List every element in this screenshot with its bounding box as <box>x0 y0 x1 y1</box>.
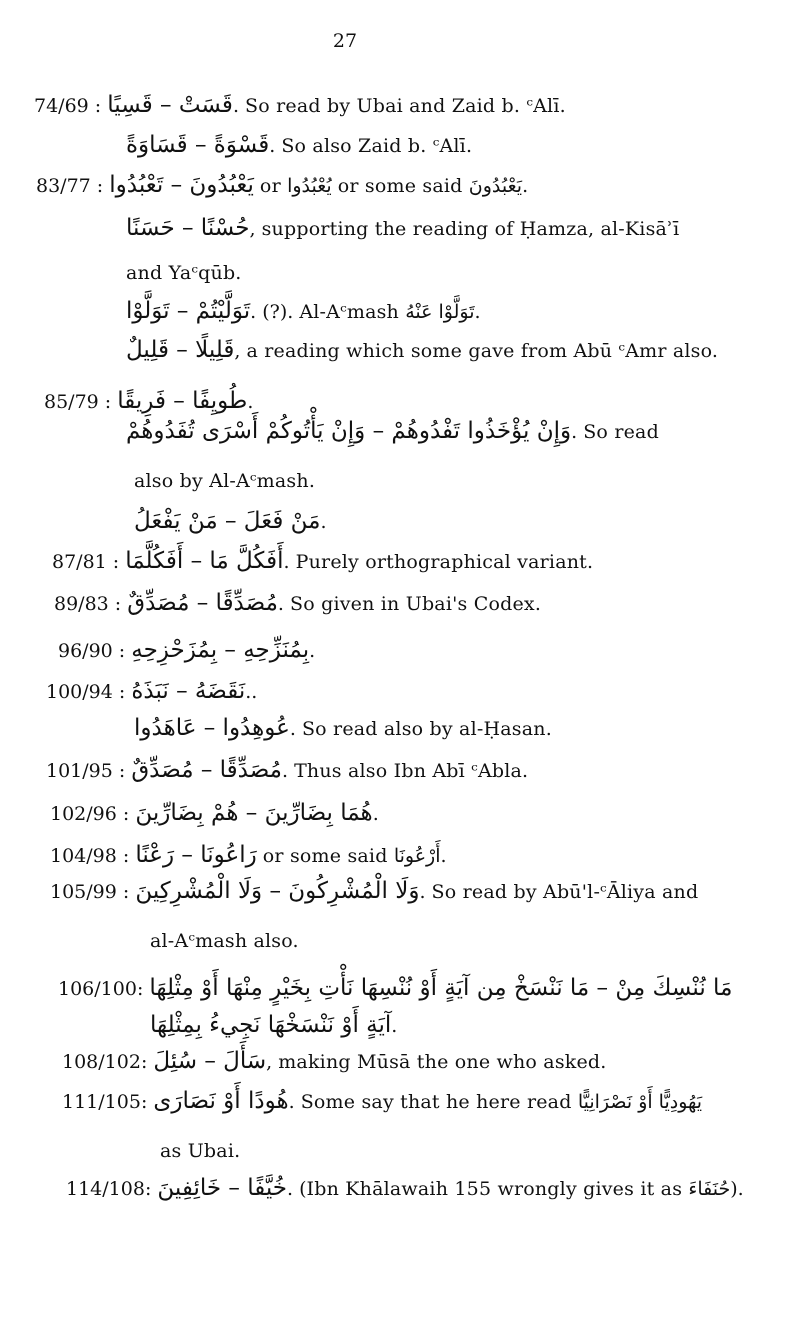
verse-reference: 106/100 <box>58 978 137 1000</box>
commentary-text: . (Ibn Khālawaih 155 wrongly gives it as حُنَفَاءَ). <box>287 1178 744 1200</box>
entry-line <box>150 930 299 952</box>
commentary-text: and Yaᶜqūb. <box>126 262 242 284</box>
commentary-text: . So given in Ubai's Codex. <box>277 593 542 615</box>
commentary-text: . (?). Al-Aᶜmash تَوَلَّوْا عَنْهُ. <box>250 301 481 323</box>
entry-line <box>46 678 257 704</box>
arabic-variant: قَسْوَةً – قَسَاوَةً <box>126 132 270 158</box>
arabic-variant: بِمُنَزِّحِهِ – بِمُزَحْزِحِهِ <box>131 637 310 663</box>
commentary-text: . So read also by al-Ḥasan. <box>289 718 552 740</box>
verse-reference: 102/96 <box>50 803 117 825</box>
entry-line <box>44 388 253 414</box>
arabic-variant: تَوَلَّيْتُمْ – تَوَلَّوْا <box>126 298 251 324</box>
commentary-text: . So read <box>571 421 659 443</box>
commentary-text: .. <box>245 681 258 703</box>
entry-line <box>54 590 541 616</box>
verse-reference: 85/79 <box>44 391 99 413</box>
arabic-variant: مَا نُنْسِكَ مِنْ – مَا نَنْسَخْ مِن آيَةٍ أَوْ نُنْسِهَا نَأْتِ بِخَيْرٍ مِنْهَا أَوْ مِثْلِهَا <box>149 975 733 1001</box>
entry-line <box>66 1175 744 1201</box>
entry-line <box>126 132 472 158</box>
commentary-text: , a reading which some gave from Abū ᶜAmr also. <box>234 340 719 362</box>
commentary-text: or some said أَرْعُونَا. <box>256 845 447 867</box>
entry-line <box>62 1088 702 1114</box>
verse-reference: 114/108 <box>66 1178 145 1200</box>
separator: : <box>88 95 108 117</box>
arabic-variant: يَعْبُدُونَ – تَعْبُدُوا <box>109 172 254 198</box>
arabic-variant: عُوهِدُوا – عَاهَدُوا <box>134 715 290 741</box>
verse-reference: 87/81 <box>52 551 107 573</box>
commentary-text: . So read by Abū'l-ᶜĀliya and <box>419 881 699 903</box>
commentary-text: . <box>309 640 316 662</box>
arabic-variant: مُصَدِّقًا – مُصَدِّقٌ <box>131 757 282 783</box>
separator: : <box>98 391 118 413</box>
arabic-variant: هُودًا أَوْ نَصَارَى <box>153 1088 289 1114</box>
entry-line <box>126 262 242 284</box>
verse-reference: 83/77 <box>36 175 91 197</box>
commentary-text: or يُعْبُدُوا or some said يَعْبُدُونَ. <box>253 175 529 197</box>
entry-line <box>134 470 315 492</box>
separator: : <box>116 845 136 867</box>
commentary-text: , supporting the reading of Ḥamza, al-Kisāʾī <box>249 218 680 240</box>
entry-line <box>134 508 327 534</box>
entry-line <box>58 975 732 1001</box>
entry-line <box>62 1048 607 1074</box>
verse-reference: 74/69 <box>34 95 89 117</box>
commentary-text: also by Al-Aᶜmash. <box>134 470 316 492</box>
arabic-variant: آيَةٍ أَوْ نَنْسَخْهَا نَجِيءُ بِمِثْلِهَا <box>150 1012 392 1038</box>
separator: : <box>112 760 132 782</box>
arabic-variant: رَاعُونَا – رَعْنًا <box>135 842 257 868</box>
commentary-text: . <box>372 803 379 825</box>
separator: : <box>140 1091 154 1113</box>
verse-reference: 96/90 <box>58 640 113 662</box>
arabic-variant: مَنْ فَعَلَ – مَنْ يَفْعَلُ <box>134 508 321 534</box>
separator: : <box>90 175 110 197</box>
entry-line <box>126 337 718 363</box>
entry-line <box>46 757 528 783</box>
arabic-variant: وَلَا الْمُشْرِكُونَ – وَلَا الْمُشْرِكِينَ <box>135 878 420 904</box>
entry-line <box>58 637 315 663</box>
entry-line <box>160 1140 240 1162</box>
commentary-text: . <box>391 1015 398 1037</box>
arabic-variant: نَقَضَهُ – نَبَذَهُ <box>131 678 246 704</box>
arabic-variant: طُويِفًا – فَرِيقًا <box>117 388 248 414</box>
entry-line <box>126 215 679 241</box>
separator: : <box>116 803 136 825</box>
separator: : <box>136 978 150 1000</box>
entry-line <box>150 1012 397 1038</box>
commentary-text: al-Aᶜmash also. <box>150 930 299 952</box>
entry-line <box>50 878 698 904</box>
entry-line <box>126 298 481 324</box>
verse-reference: 89/83 <box>54 593 109 615</box>
separator: : <box>106 551 126 573</box>
verse-reference: 111/105 <box>62 1091 141 1113</box>
separator: : <box>108 593 128 615</box>
commentary-text: . Thus also Ibn Abī ᶜAbla. <box>281 760 529 782</box>
arabic-variant: حُسْنًا – حَسَنًا <box>126 215 250 241</box>
commentary-text: as Ubai. <box>160 1140 241 1162</box>
verse-reference: 100/94 <box>46 681 113 703</box>
arabic-variant: أَفَكُلَّ مَا – أَفَكُلَّمَا <box>125 548 284 574</box>
verse-reference: 101/95 <box>46 760 113 782</box>
separator: : <box>112 681 132 703</box>
entry-line <box>50 800 379 826</box>
commentary-text: . So read by Ubai and Zaid b. ᶜAlī. <box>232 95 566 117</box>
entry-line <box>52 548 593 574</box>
separator: : <box>144 1178 158 1200</box>
entry-line <box>126 418 659 444</box>
arabic-variant: قَلِيلًا – قَلِيلٌ <box>126 337 235 363</box>
verse-reference: 104/98 <box>50 845 117 867</box>
commentary-text: , making Mūsā the one who asked. <box>266 1051 607 1073</box>
separator: : <box>116 881 136 903</box>
arabic-variant: مُصَدِّقًا – مُصَدِّقٌ <box>127 590 278 616</box>
arabic-variant: خُيَّفًا – خَائِفِينَ <box>157 1175 288 1201</box>
commentary-text: . <box>320 511 327 533</box>
entry-line <box>50 842 447 868</box>
arabic-variant: هُمَا بِضَارِّينَ – هُمْ بِضَارِّينَ <box>135 800 373 826</box>
entry-line <box>34 92 566 118</box>
verse-reference: 105/99 <box>50 881 117 903</box>
commentary-text: . Some say that he here read يَهُودِيًّا أَوْ نَصْرَانِيًّا <box>288 1091 703 1113</box>
entry-line <box>36 172 528 198</box>
arabic-variant: وَإِنْ يُؤْخَذُوا تَفْدُوهُمْ – وَإِنْ يَأْتُوكُمْ أَسْرَى تُفَدُوهُمْ <box>126 418 572 444</box>
commentary-text: . So also Zaid b. ᶜAlī. <box>269 135 473 157</box>
arabic-variant: قَسَتْ – قَسِيًا <box>107 92 233 118</box>
verse-reference: 108/102 <box>62 1051 141 1073</box>
arabic-variant: سَأَلَ – سُئِلَ <box>153 1048 267 1074</box>
entry-line <box>134 715 552 741</box>
separator: : <box>140 1051 154 1073</box>
page-number: 27 <box>332 30 358 52</box>
separator: : <box>112 640 132 662</box>
commentary-text: . Purely orthographical variant. <box>283 551 594 573</box>
commentary-text: . <box>247 391 254 413</box>
